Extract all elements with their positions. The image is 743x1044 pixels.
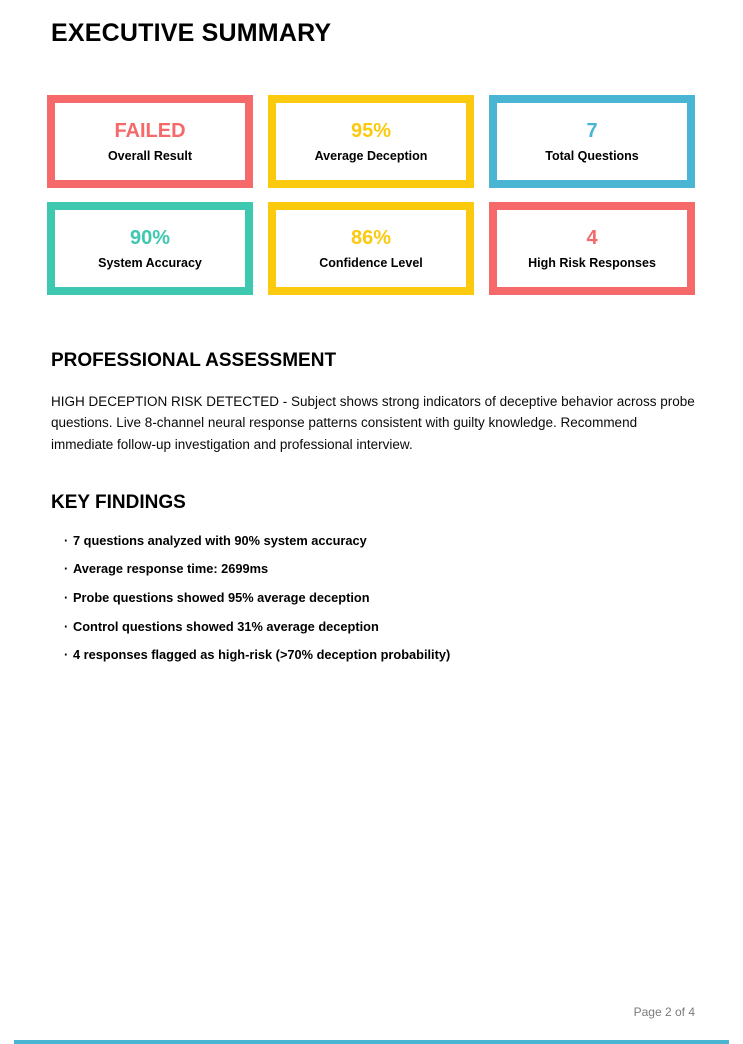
metric-card-confidence-level bbox=[268, 202, 474, 295]
metric-label: Total Questions bbox=[545, 148, 639, 163]
metric-value: 7 bbox=[586, 119, 598, 142]
bullet-dot-icon: · bbox=[64, 647, 69, 663]
assessment-paragraph: HIGH DECEPTION RISK DETECTED - Subject shows strong indicators of deceptive behavior across probe questions. Live 8-channel neural response patterns consistent with guilty knowledge. Recommend immediate follow-up investigation and professional interview. bbox=[51, 394, 695, 452]
metric-label: System Accuracy bbox=[98, 255, 202, 270]
page-number: Page 2 of 4 bbox=[633, 1005, 695, 1019]
key-finding-item bbox=[64, 592, 695, 605]
metric-card-system-accuracy bbox=[47, 202, 253, 295]
summary-cards-grid bbox=[47, 95, 695, 295]
key-finding-text: 4 responses flagged as high-risk (>70% deception probability) bbox=[73, 647, 451, 663]
metric-value: FAILED bbox=[114, 119, 186, 142]
key-finding-text: Probe questions showed 95% average deception bbox=[73, 590, 370, 606]
metric-value: 90% bbox=[129, 226, 171, 249]
metric-value: 4 bbox=[586, 226, 598, 249]
key-finding-item bbox=[64, 649, 695, 662]
section-heading-professional-assessment: PROFESSIONAL ASSESSMENT bbox=[51, 350, 337, 371]
section-heading-key-findings: KEY FINDINGS bbox=[51, 491, 186, 513]
bullet-dot-icon: · bbox=[64, 618, 69, 634]
report-content bbox=[47, 0, 695, 678]
key-finding-item bbox=[64, 618, 695, 634]
key-finding-item bbox=[64, 532, 695, 548]
metric-card-overall-result bbox=[47, 95, 253, 188]
bullet-dot-icon: · bbox=[64, 590, 69, 606]
bullet-dot-icon: · bbox=[64, 561, 69, 577]
metric-card-total-questions bbox=[489, 95, 695, 188]
key-finding-item bbox=[64, 563, 695, 576]
key-finding-text: Average response time: 2699ms bbox=[73, 561, 269, 577]
metric-label: Confidence Level bbox=[319, 255, 423, 270]
metric-value: 86% bbox=[350, 226, 392, 249]
metric-card-average-deception bbox=[268, 95, 474, 188]
metric-label: High Risk Responses bbox=[528, 255, 656, 270]
next-page-divider-bar bbox=[14, 1040, 729, 1044]
key-finding-text: 7 questions analyzed with 90% system accuracy bbox=[73, 532, 367, 548]
metric-card-high-risk-responses bbox=[489, 202, 695, 295]
metric-label: Overall Result bbox=[107, 148, 193, 163]
page-title: EXECUTIVE SUMMARY bbox=[51, 19, 332, 47]
bullet-dot-icon: · bbox=[64, 532, 69, 548]
key-findings-list bbox=[64, 532, 695, 663]
metric-label: Average Deception bbox=[314, 148, 428, 163]
metric-value: 95% bbox=[350, 119, 392, 142]
key-finding-text: Control questions showed 31% average deception bbox=[73, 618, 379, 634]
